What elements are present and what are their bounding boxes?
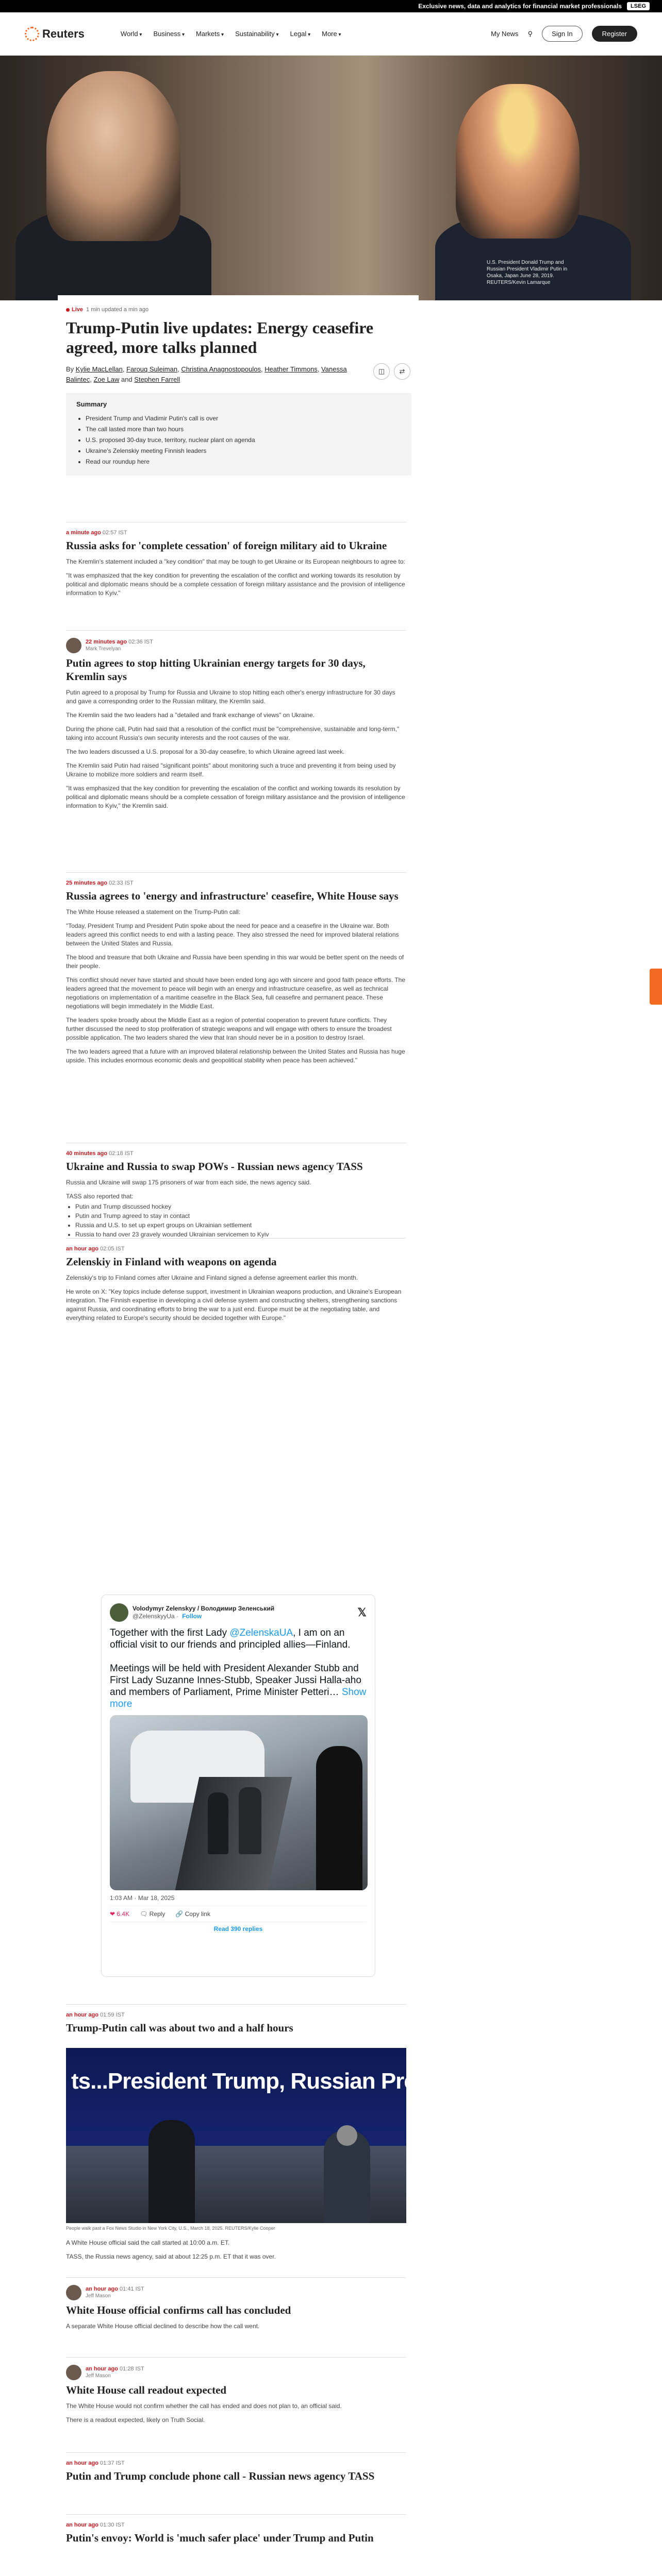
live-post: 25 minutes ago 02:33 IST Russia agrees to 'energy and infrastructure' ceasefire, White House says The White House released a statement on the Trump-Putin call: "Today, President Trump and President Putin spoke about the need for peace and a ceasefire in the Ukraine war. Both leaders agreed this conflict needs to end with a lasting peace. They also stressed the need for improved bilateral relations between the United States and Russia. The blood and treasure that both Ukraine and Russia have been spending in this war would be better spent on the needs of their people. This conflict should never have started and should have been ended long ago with sincere and good faith peace efforts. The leaders agreed that the movement to peace will begin with an energy and infrastructure ceasefire, as well as technical negotiations on implementation of a maritime ceasefire in the Black Sea, full ceasefire and permanent peace. These negotiations will begin immediately in the Middle East. The leaders spoke broadly about the Middle East as a region of potential cooperation to prevent future conflicts. They further discussed the need to stop proliferation of strategic weapons and will engage with others to ensure the broadest possible application. The two leaders shared the view that Iran should never be in a position to destroy Israel. The two leaders agreed that a future with an improved bilateral relationship between the United States and Russia has huge upside. This includes enormous economic deals and geopolitical stability when peace has been achieved.": [66, 880, 406, 1064]
tweet-timestamp[interactable]: 1:03 AM · Mar 18, 2025: [110, 1894, 367, 1906]
avatar: [66, 2365, 81, 2380]
copy-link-button[interactable]: 🔗 Copy link: [175, 1910, 210, 1918]
post-title: Trump-Putin call was about two and a half hours: [66, 2022, 293, 2034]
fox-news-photo: ts...President Trump, Russian President Putin to speak: [66, 2048, 406, 2223]
live-post: a minute ago 02:57 IST Russia asks for 'complete cessation' of foreign military aid to Ukraine The Kremlin's statement included a "key condition" that may be tough to get Ukraine or its European neighbours to agree to: "It was emphasized that the key condition for preventing the escalation of the conflict and working towards its resolution by political and diplomatic means should be a complete cessation of foreign military assistance and the provision of intelligence information to Kyiv.": [66, 530, 406, 603]
summary-item: • President Trump and Vladimir Putin's call is over: [86, 413, 401, 424]
tweet-author[interactable]: Volodymyr Zelenskyy / Володимир Зеленський: [133, 1605, 275, 1612]
author-link[interactable]: Zoe Law: [93, 376, 120, 383]
avatar: [66, 2285, 81, 2300]
like-icon[interactable]: ❤ 6.4K: [110, 1910, 130, 1918]
post-title: Ukraine and Russia to swap POWs - Russian news agency TASS: [66, 1160, 363, 1173]
menu-item-world[interactable]: World ▾: [121, 30, 142, 38]
summary-item[interactable]: • Read our roundup here: [86, 456, 401, 467]
x-logo-icon[interactable]: 𝕏: [357, 1606, 367, 1619]
search-icon[interactable]: ⚲: [527, 29, 533, 38]
post-body: A White House official said the call started at 10:00 a.m. ET. TASS, the Russia news agency, said at about 12:25 p.m. ET that it was over.: [66, 2239, 276, 2260]
post-title: Russia asks for 'complete cessation' of foreign military aid to Ukraine: [66, 539, 387, 552]
hero-caption: U.S. President Donald Trump and Russian President Vladimir Putin in Osaka, Japan June 28, 2019. REUTERS/Kevin Lamarque: [487, 260, 568, 285]
bookmark-icon[interactable]: ◫: [373, 363, 390, 380]
top-banner: [0, 0, 662, 12]
read-replies-link[interactable]: Read 390 replies: [213, 1925, 263, 1933]
post-title: Zelenskiy in Finland with weapons on agenda: [66, 1256, 277, 1268]
follow-button[interactable]: Follow: [182, 1613, 202, 1620]
live-post: an hour ago 01:28 IST Jeff Mason White House call readout expected The White House would not confirm whether the call has ended and does not plan to, an official said. There is a readout expected, likely on Truth Social.: [66, 2365, 406, 2430]
live-post: 22 minutes ago 02:36 IST Mark Trevelyan Putin agrees to stop hitting Ukrainian energy targets for 30 days, Kremlin says Putin agreed to a proposal by Trump for Russia and Ukraine to stop hitting each other's energy infrastructure for 30 days and gave a corresponding order to the Russian military, the Kremlin said. The Kremlin said the two leaders had a "detailed and frank exchange of views" on Ukraine. During the phone call, Putin had said that a resolution of the conflict must be "comprehensive, sustainable and long-term," taking into account Russia's own security interests and the root causes of the war. The two leaders discussed a U.S. proposal for a 30-day ceasefire, to which Ukraine agreed last week. The Kremlin said Putin had raised "significant points" about monitoring such a truce and preventing it from being used by Ukraine to mobilize more soldiers and rearm itself. "It was emphasized that the key condition for preventing the escalation of the conflict and working towards its resolution by political and diplomatic means should be a complete cessation of foreign military assistance and the provision of intelligence information to Kyiv," the Kremlin said.: [66, 638, 406, 816]
menu-item-business[interactable]: Business ▾: [153, 30, 185, 38]
feedback-tab[interactable]: [650, 969, 662, 1005]
page-title: Trump-Putin live updates: Energy ceasefire agreed, more talks planned: [66, 318, 374, 357]
author-link[interactable]: Christina Anagnostopoulos: [181, 365, 261, 373]
embedded-tweet[interactable]: Volodymyr Zelenskyy / Володимир Зеленський @ZelenskyyUa · Follow 𝕏 Together with the first Lady @ZelenskaUA, I am on an official visit to our friends and principled allies—Finland. Meetings will be held with President Alexander Stubb and First Lady Suzanne Innes-Stubb, Speaker Jussi Halla-aho and members of Parliament, Prime Minister Petteri… Show more 1:03 AM · Mar 18, 2025 ❤ 6.4K 🗨 Reply 🔗 Copy link Read 390 replies: [101, 1595, 375, 1977]
author-link[interactable]: Stephen Farrell: [134, 376, 180, 383]
show-more-link[interactable]: Show more: [110, 1687, 367, 1709]
updated-time: 1 min updated a min ago: [86, 307, 149, 313]
menu-item-more[interactable]: More ▾: [322, 30, 341, 38]
post-title: White House official confirms call has concluded: [66, 2304, 291, 2316]
tweet-photo[interactable]: [110, 1715, 368, 1890]
post-title: Russia agrees to 'energy and infrastructure' ceasefire, White House says: [66, 890, 399, 902]
reply-button[interactable]: 🗨 Reply: [140, 1910, 166, 1918]
article-header: [58, 295, 419, 476]
author-link[interactable]: Kylie MacLellan: [75, 365, 123, 373]
live-post: an hour ago 01:37 IST Putin and Trump conclude phone call - Russian news agency TASS: [66, 2460, 406, 2488]
mention-link[interactable]: @ZelenskaUA: [229, 1628, 293, 1638]
live-post: an hour ago 01:30 IST Putin's envoy: World is 'much safer place' under Trump and Putin: [66, 2522, 406, 2550]
avatar: [110, 1603, 128, 1622]
live-post: 40 minutes ago 02:18 IST Ukraine and Russia to swap POWs - Russian news agency TASS Russia and Ukraine will swap 175 prisoners of war from each side, the news agency said. TASS also reported that: • Putin and Trump discussed hockey • Putin and Trump agreed to stay in contact • Russia and U.S. to set up expert groups on Ukrainian settlement • Russia to hand over 23 gravely wounded Ukrainian servicemen to Kyiv: [66, 1150, 406, 1244]
summary-box: [66, 393, 411, 476]
live-badge: Live: [66, 307, 83, 313]
avatar: [66, 638, 81, 653]
banner-cta[interactable]: LSEG: [627, 2, 650, 10]
sign-in-button[interactable]: Sign In: [542, 26, 582, 42]
live-post: an hour ago 01:41 IST Jeff Mason White House official confirms call has concluded A separate White House official declined to describe how the call went.: [66, 2285, 406, 2336]
logo-icon: [25, 27, 39, 41]
post-title: Putin and Trump conclude phone call - Russian news agency TASS: [66, 2470, 375, 2482]
post-title: Putin's envoy: World is 'much safer place' under Trump and Putin: [66, 2532, 374, 2544]
menu-item-legal[interactable]: Legal ▾: [290, 30, 310, 38]
post-title: White House call readout expected: [66, 2384, 227, 2396]
live-post: an hour ago 02:05 IST Zelenskiy in Finland with weapons on agenda Zelenskiy's trip to Finland comes after Ukraine and Finland signed a defense agreement earlier this month. He wrote on X: "Key topics include defense support, investment in Ukrainian weapons production, and Ukraine's European integration. The Finnish expertise in developing a civil defense system and constructing shelters, strengthening sanctions against Russia, and coordinating efforts to bring the war to a just end. Europe must be at the negotiating table, and everything related to Europe's security should be decided together with Europe.": [66, 1246, 406, 1328]
register-button[interactable]: Register: [592, 26, 637, 42]
site-header: [0, 12, 662, 56]
author-link[interactable]: Heather Timmons: [264, 365, 318, 373]
share-icon[interactable]: ⇄: [394, 363, 410, 380]
post-title: Putin agrees to stop hitting Ukrainian energy targets for 30 days, Kremlin says: [66, 657, 366, 683]
live-post: an hour ago 01:59 IST Trump-Putin call was about two and a half hours: [66, 2012, 406, 2040]
summary-item: • The call lasted more than two hours: [86, 424, 401, 435]
banner-text: Exclusive news, data and analytics for financial market professionals: [418, 3, 622, 10]
menu-item-markets[interactable]: Markets ▾: [196, 30, 224, 38]
my-news-link[interactable]: My News: [491, 30, 519, 38]
hero-image: [0, 56, 662, 300]
author-link[interactable]: Farouq Suleiman: [126, 365, 178, 373]
reuters-logo[interactable]: Reuters: [25, 27, 85, 41]
author-list: By Kylie MacLellan, Farouq Suleiman, Christina Anagnostopoulos, Heather Timmons, Vanessa Balintec, Zoe Law and Stephen Farrell: [66, 365, 347, 383]
summary-item: • Ukraine's Zelenskiy meeting Finnish leaders: [86, 446, 401, 456]
summary-title: Summary: [76, 400, 107, 408]
main-menu: [121, 30, 341, 38]
menu-item-sustainability[interactable]: Sustainability ▾: [235, 30, 278, 38]
summary-item: • U.S. proposed 30-day truce, territory, nuclear plant on agenda: [86, 435, 401, 446]
author-link[interactable]: Vanessa Balintec: [66, 365, 347, 383]
tweet-text: Together with the first Lady @ZelenskaUA, I am on an official visit to our friends and principled allies—Finland. Meetings will be held with President Alexander Stubb and First Lady Suzanne Innes-Stubb, Speaker Jussi Halla-aho and members of Parliament, Prime Minister Petteri… Show more: [110, 1628, 367, 1709]
photo-caption: People walk past a Fox News Studio in New York City, U.S., March 18, 2025. REUTERS/Kylie Cooper: [66, 2226, 275, 2231]
